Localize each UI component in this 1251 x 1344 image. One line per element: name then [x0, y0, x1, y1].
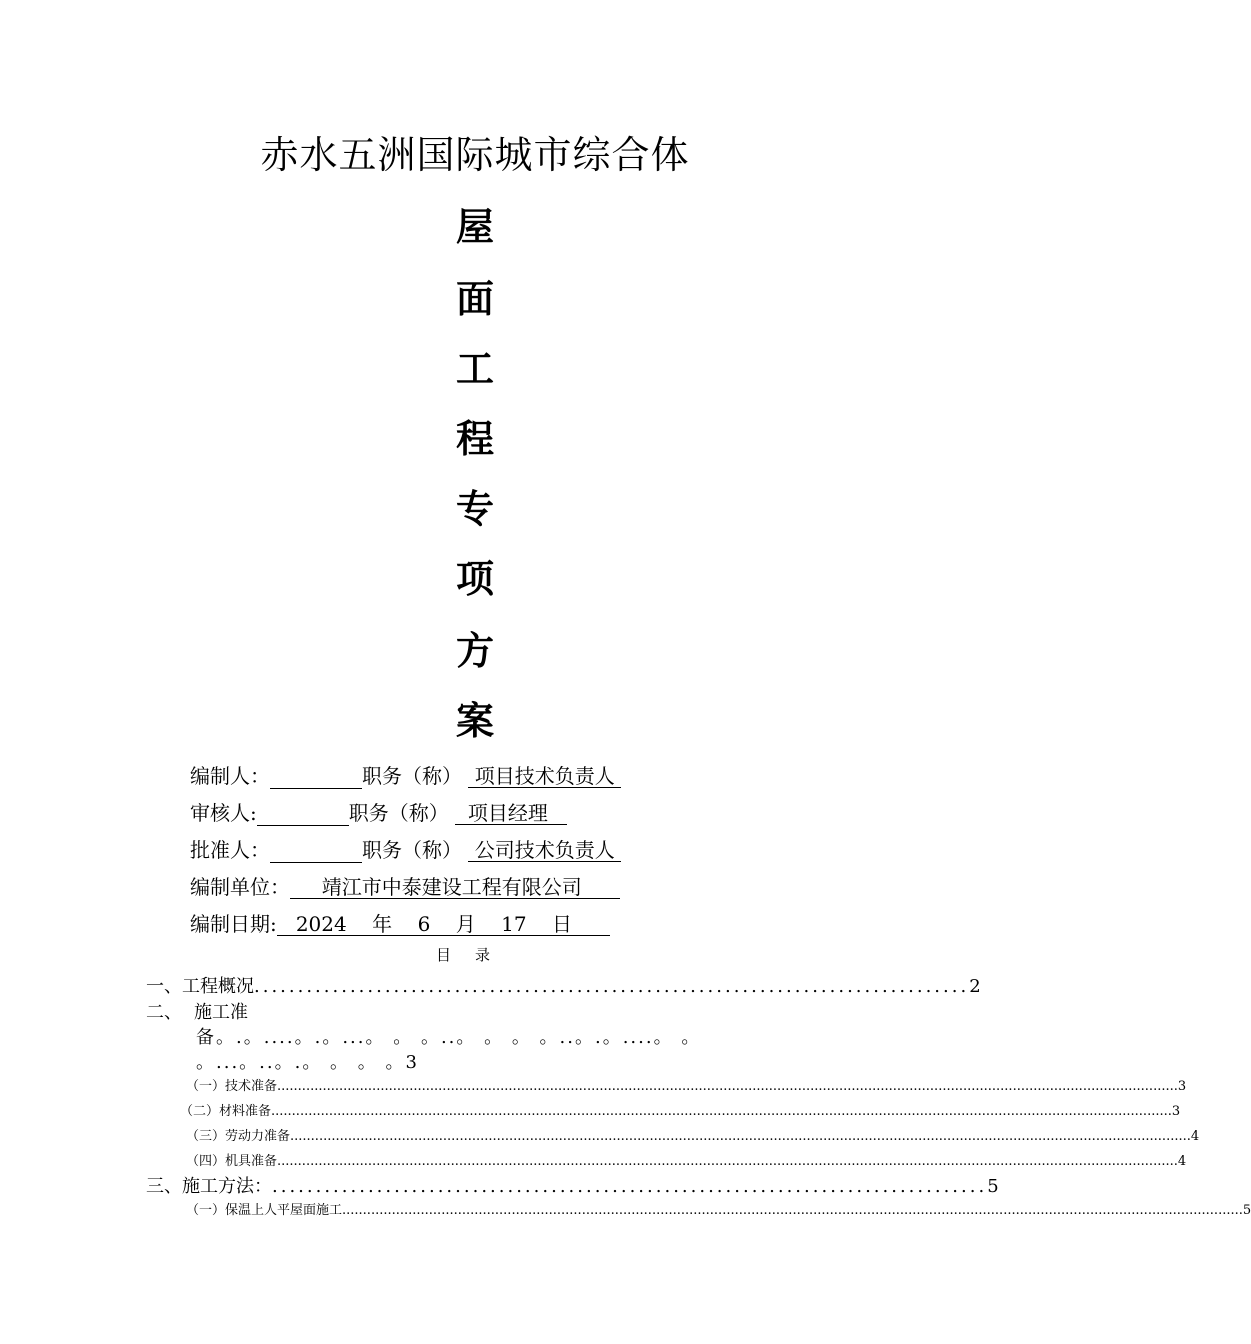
toc-subitem-page: 5 — [1242, 1203, 1251, 1218]
approver-label: 批准人： — [190, 838, 270, 862]
toc-item-continued: 。...。..。.。 。 。 。3 — [196, 1052, 419, 1073]
compiler-name-blank — [270, 766, 362, 789]
toc-subitem[interactable] — [186, 1075, 1187, 1094]
compiler-label: 编制人： — [190, 764, 270, 788]
toc-subitem-label: （二）材料准备 — [180, 1104, 272, 1119]
subtitle-char: 工 — [455, 347, 494, 391]
compiler-row — [190, 760, 621, 789]
toc-subitem[interactable] — [186, 1125, 1200, 1144]
compiler-title: 项目技术负责人 — [468, 764, 622, 788]
unit-row — [190, 871, 620, 900]
approver-title-label: 职务（称） — [362, 838, 462, 862]
toc-subitem[interactable] — [180, 1100, 1181, 1119]
reviewer-title-label: 职务（称） — [348, 801, 449, 825]
toc-leader: .................................................................................. — [272, 1176, 988, 1197]
subtitle-char: 专 — [455, 487, 494, 531]
subtitle-char: 项 — [455, 557, 494, 601]
toc-item-page: 2 — [969, 976, 981, 997]
toc-leader: .......................................................................................................................................................................................................................... — [342, 1203, 1243, 1218]
toc-item-number: 二、 — [146, 1002, 182, 1023]
toc-item[interactable] — [146, 998, 248, 1024]
toc-subitem[interactable] — [186, 1150, 1187, 1169]
unit-value: 靖江市中泰建设工程有限公司 — [290, 875, 620, 899]
toc-subitem-page: 3 — [1177, 1079, 1187, 1094]
toc-subitem-label: （一）技术准备 — [186, 1079, 278, 1094]
approver-row — [190, 834, 621, 863]
approver-title: 公司技术负责人 — [468, 838, 622, 862]
toc-item-label: 施工准 — [194, 1002, 248, 1023]
toc-subitem-page: 4 — [1177, 1154, 1187, 1169]
toc-subitem-page: 4 — [1190, 1129, 1200, 1144]
subtitle-char: 程 — [455, 417, 494, 461]
toc-subitem-page: 3 — [1171, 1104, 1181, 1119]
subtitle-char: 方 — [455, 629, 494, 673]
toc-item-number: 三、 — [146, 1176, 182, 1197]
toc-heading: 目录 — [435, 946, 514, 964]
date-label: 编制日期: — [190, 912, 277, 936]
toc-leader: .......................................................................................................................................................................................................................... — [290, 1129, 1191, 1144]
document-title: 赤水五洲国际城市综合体 — [260, 133, 690, 177]
date-value: 2024 年 6 月 17 日 — [276, 912, 611, 936]
toc-item-page: 5 — [987, 1176, 999, 1197]
reviewer-name-blank — [257, 803, 349, 826]
unit-label: 编制单位： — [190, 875, 290, 899]
approver-name-blank — [270, 840, 362, 863]
toc-subitem-label: （三）劳动力准备 — [186, 1129, 291, 1144]
subtitle-char: 屋 — [455, 205, 494, 249]
toc-item-number: 一、 — [146, 976, 182, 997]
toc-leader: .......................................................................................................................................................................................................................... — [277, 1079, 1178, 1094]
toc-subitem-label: （一）保温上人平屋面施工 — [186, 1203, 343, 1218]
reviewer-row — [190, 797, 567, 826]
toc-item-label: 工程概况 — [182, 976, 254, 997]
toc-item[interactable] — [146, 1172, 999, 1198]
date-row — [190, 908, 610, 937]
toc-leader: .......................................................................................................................................................................................................................... — [277, 1154, 1178, 1169]
reviewer-title: 项目经理 — [455, 801, 567, 825]
toc-subitem-label: （四）机具准备 — [186, 1154, 278, 1169]
subtitle-char: 面 — [455, 277, 494, 321]
toc-leader: .................................................................................. — [254, 976, 970, 997]
compiler-title-label: 职务（称） — [362, 764, 462, 788]
reviewer-label: 审核人: — [190, 801, 257, 825]
subtitle-char: 案 — [455, 699, 494, 743]
toc-leader: .......................................................................................................................................................................................................................... — [271, 1104, 1172, 1119]
toc-item-label: 施工方法： — [182, 1176, 272, 1197]
toc-item-continued: 备。.。....。.。...。 。 。..。 。 。 。..。.。....。 。 — [196, 1027, 702, 1048]
toc-subitem[interactable] — [186, 1199, 1251, 1218]
toc-item[interactable] — [146, 972, 981, 998]
